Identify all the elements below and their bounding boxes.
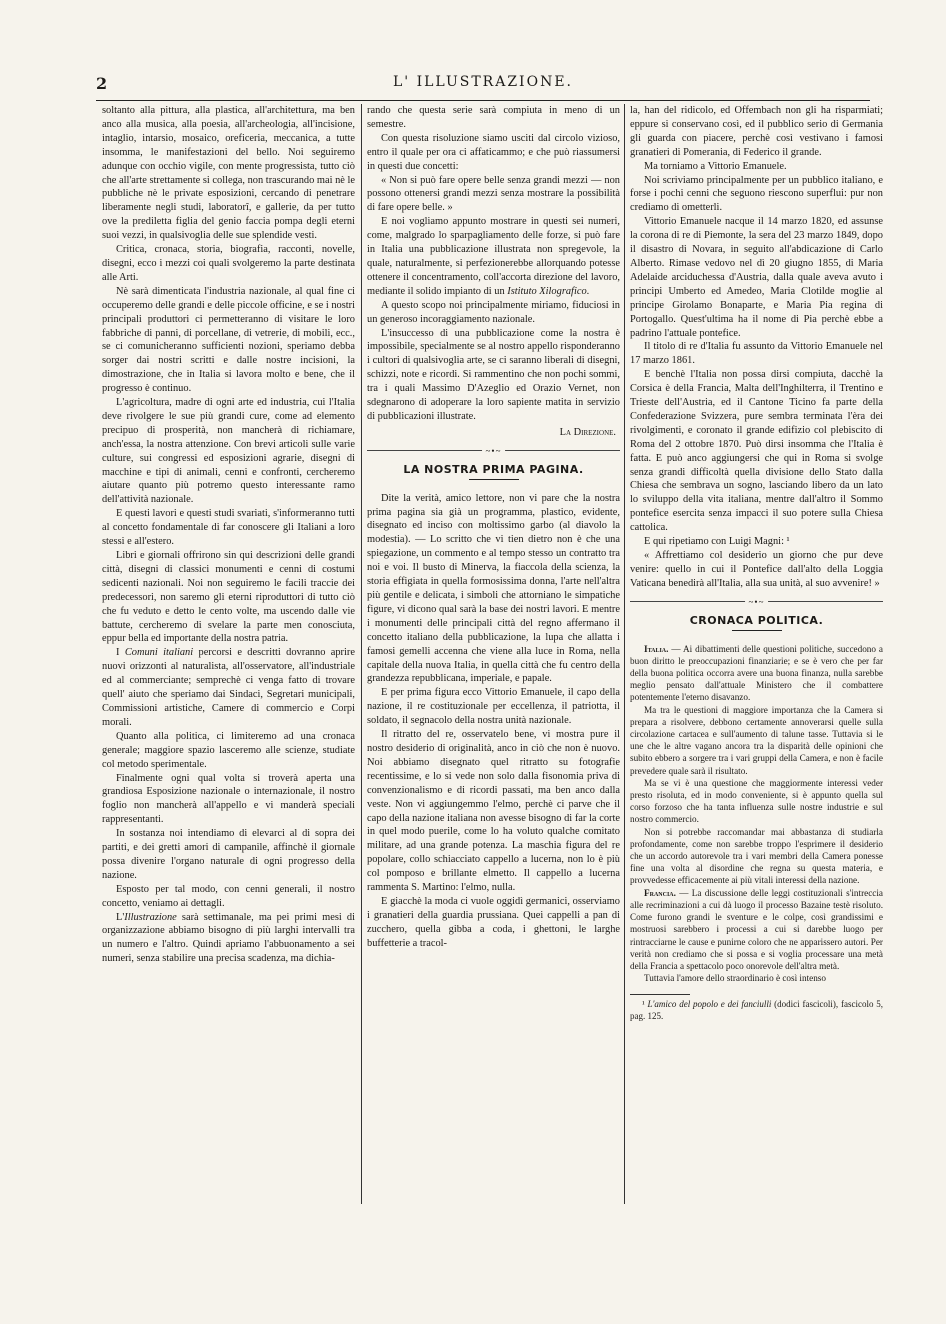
text-run: E noi vogliamo appunto mostrare in questi sei numeri, come, malgrado lo sparpagliamento delle forze, si può fare in Italia una pubblicazione illustrata non spregevole, la quale, naturalmente, si perfezionerebbe allorquando potesse ottenere il concentramento, coll'accorta direzione del lavoro, mediante il solido impianto di un [367, 216, 620, 297]
paragraph [102, 646, 355, 729]
paragraph: In sostanza noi intendiamo di elevarci al di sopra dei partiti, e dei gretti amori di campanile, affinchè il giornale possa divenire l'organo naturale di ogni progresso della nazione. [102, 828, 355, 881]
column-divider [361, 104, 362, 1204]
paragraph: E questi lavori e questi studi svariati, s'informeranno tutti al concetto fondamentale di far conoscere gli Italiani a loro stessi e all'estero. [102, 508, 355, 548]
header-rule [96, 100, 870, 101]
paragraph: Ma tra le questioni di maggiore importanza che la Camera si prepara a risolvere, debbono certamente annoverarsi quelle sulla circolazione cartacea e sull'aumento di talune tasse. Tuttavia si le une che le altre vagano ancora tra la disparità delle opinioni che subito ebbero a sorgere tra i vari gruppi della Camera, e non è facile prevedere quale sarà il risultato. [630, 704, 883, 776]
text-run: — Ai dibattimenti delle questioni politiche, succedono a buon diritto le preoccupazioni finanziarie; e se è vero che per far della buona politica occorra avere una buona finanza, nulla sarebbe meglio pensato dall'attuale Ministero che il combattere potentemente l'eterno disavanzo. [630, 643, 883, 703]
column-3 [630, 104, 883, 1022]
paragraph: Critica, cronaca, storia, biografia, racconti, novelle, disegni, ecco i mezzi coi quali svolgeremo la parte destinata alle Arti. [102, 244, 355, 283]
chronicle-body [630, 643, 883, 985]
column-divider [624, 104, 625, 1204]
paragraph: Quanto alla politica, ci limiteremo ad una cronaca generale; maggiore spazio lasceremo alle scienze, studiate col metodo sperimentale. [102, 730, 355, 770]
paragraph [630, 643, 883, 704]
paragraph: Noi scriviamo principalmente per un pubblico italiano, e forse i pochi cenni che seguono riescono superflui: pur non crediamo di ometterli. [630, 174, 883, 214]
paragraph: Vittorio Emanuele nacque il 14 marzo 1820, ed assunse la corona di re di Piemonte, la sera del 23 marzo 1849, dopo il disastro di Novara, in seguito all'abdicazione di Carlo Alberto. Rimase vedovo nel dì 20 giugno 1855, di Maria Adelaide arciduchessa d'Austria, dalla quale aveva avuto i principi Umberto ed Amedeo, Maria Clotilde moglie al principe Girolamo Bonaparte, e Maria Pia regina di Portogallo. Quest'ultima ha il nome di Pia perchè ebbe a padrino l'attuale pontefice. [630, 216, 883, 339]
paragraph: E giacchè la moda ci vuole oggidì germanici, osserviamo i granatieri della guardia prussiana. Quei cappelli a pan di zucchero, quella gibba a coda, i ghettoni, le larghe buffetterie a tracol- [367, 895, 620, 949]
paragraph: Libri e giornali offrirono sin qui descrizioni delle grandi città, disegni di classici monumenti e cenni di costumi sedicenti nazionali. Noi non seguiremo le facili traccie dei predecessori, non saremo gli eterni riproduttori di tutto ciò che fu veduto e detto le cento volte, ma uscendo dalle vie battute, cercheremo di svelare la parte men conosciuta, eppur bella ed importante della nostra patria. [102, 550, 355, 645]
signature: La Direzione. [559, 426, 616, 438]
paragraph [367, 215, 620, 298]
text-run: . [586, 285, 590, 297]
text-run: I [116, 647, 125, 659]
paragraph: soltanto alla pittura, alla plastica, all'architettura, ma ben anco alla musica, alla poesia, all'archeologia, all'incisione, intaglio, intarsio, mosaico, oreficeria, meccanica, a tutte insomma, le manifestazioni del bello. Noi seguiremo adunque con occhio vigile, con mente progressista, tutto ciò che all'arte strettamente si collega, non trascurando mai nè le pubbliche nè le private esposizioni, cercando di penetrare liberamente negli studi, laboratorî, e gallerie, da per tutto ove la prediletta figlia del genio faccia pompa degli eterni suoi vezzi, in qualsivoglia delle sue splendide vesti. [102, 105, 355, 242]
paragraph: E benchè l'Italia non possa dirsi compiuta, dacchè la Corsica è della Francia, Malta dell'Inghilterra, il Trentino e Trieste dell'Austria, ed il Cantone Ticino fa parte della Confederazione Svizzera, pure sembra terminata l'èra dei rivolgimenti, e coronato il grande edifizio col plebiscito di Roma del 2 ottobre 1870. Può dirsi insomma che l'Italia è fatta. E può anco aggiungersi che qui in Roma si svolge senza grandi difficoltà quella divisione dello Stato dalla Chiesa che sembrava un sogno, lasciando libero da un lato lo sviluppo della vita italiana, mentre dall'altro il Sommo pontefice esercita senza impacci il suo potere sulla Chiesa cattolica. [630, 369, 883, 534]
italic-text: Comuni italiani [124, 647, 194, 659]
paragraph: Ma torniamo a Vittorio Emanuele. [644, 160, 787, 172]
paragraph: Il ritratto del re, osservatelo bene, vi mostra pure il nostro desiderio di originalità, anco in ciò che non è nuovo. Noi abbiamo disegnato quel ritratto su fotografie recentissime, e lo si vede non solo dalla fisonomia priva di convenzionalismo e di ricordi passati, ma ben anco dalla veste. Non vi aggiungemmo l'elmo, perchè ci parve che il capo della nazione italiana non avesse bisogno di far la corte in quel modo puerile, come lo ha voluto qualche comitato militare, ad una grande potenza. La maschia figura del re popolare, collo schiacciato cappello a lucerna, non lo è più col pomposo e brillante elmetto. Il cappello a lucerna rammenta S. Martino: l'elmo, nulla. [367, 729, 620, 894]
page-header [96, 64, 870, 94]
paragraph [630, 887, 883, 972]
run-in-heading: Italia. [644, 643, 669, 654]
paragraph: Finalmente ogni qual volta si troverà aperta una grandiosa Esposizione nazionale o internazionale, il nostro foglio non mancherà all'appello e vi manderà speciali rappresentanti. [102, 772, 355, 826]
italic-text: Illustrazione [124, 911, 177, 923]
paragraph: Esposto per tal modo, con cenni generali, il nostro concetto, veniamo ai dettagli. [102, 883, 355, 909]
paragraph: Nè sarà dimenticata l'industria nazionale, al qual fine ci occuperemo delle grandi e delle piccole officine, e se i nostri principali produttori ci permetteranno di visitare le loro fabbriche di panni, di porcellane, di vetrerie, di mobili, ecc., se ci comunicheranno sufficienti nozioni, speriamo debba sorger dai nostri scritti e dalle nostre incisioni, la dimostrazione, che in Italia si lavora molto e bene, che il progresso è continuo. [102, 285, 355, 395]
section-divider [630, 596, 883, 607]
run-in-heading: Francia. [644, 887, 676, 898]
column-1 [102, 104, 355, 966]
paragraph: Con questa risoluzione siamo usciti dal circolo vizioso, entro il quale per ora ci affaticammo; e che può riassumersi in questi due concetti: [367, 132, 620, 172]
footnote-rule [630, 994, 690, 995]
paragraph: Tuttavia l'amore dello straordinario è così intenso [644, 973, 826, 984]
paragraph: A questo scopo noi principalmente miriamo, fiduciosi in un generoso incoraggiamento nazionale. [367, 299, 620, 325]
title-rule [732, 630, 782, 631]
ornament-icon: ~•~ [482, 447, 506, 455]
paragraph: rando che questa serie sarà compiuta in meno di un semestre. [367, 105, 620, 130]
ornament-icon: ~•~ [745, 598, 769, 606]
text-run: L' [116, 911, 125, 923]
title-rule [469, 479, 519, 480]
quotation: « Affrettiamo col desiderio un giorno che pur deve venire: quello in cui il Pontefice dall'alto della Loggia Vaticana benedirà all'Italia, alla sua unità, al suo avvenire! » [630, 550, 883, 589]
paragraph: la, han del ridicolo, ed Offembach non gli ha risparmiati; eppure si conservano così, ed il pubblico serio di Germania gli guarda con piacere, perchè così vestivano i famosi granatieri di Pomerania, di Federico il grande. [630, 105, 883, 158]
text-run: sarà settimanale, ma pei primi mesi di organizzazione abbiamo bisogno di più larghi intervalli tra un numero e l'altro. Quindi apriamo l'abbuonamento a sei numeri, senza stabilire una precisa scadenza, ma dichia- [102, 911, 355, 965]
paragraph: Ma se vi è una questione che maggiormente interessi veder presto risoluta, ed in modo conveniente, si è appunto quella sul corso forzoso che ha tanta influenza sulle nostre industrie e sul nostro commercio. [630, 777, 883, 825]
paragraph: Dite la verità, amico lettore, non vi pare che la nostra prima pagina sia già un programma, plastico, evidente, disegnato ed inciso con moltissimo garbo (al diavolo la modestia). — Lo scritto che vi tien dietro non è che una spiegazione, un commento e al tempo stesso un contratto tra noi e voi. Il busto di Minerva, la fiaccola della scienza, la storia effigiata in quella formosissima donna, l'arte nell'altra più gentile e delicata, i simboli che attorniano le simpatiche figure, vi dicono qual sarà la base dei nostri lavori. E mentre i monumenti delle principali città del regno affermano il concetto italiano della pubblicazione, la lupa che allatta i famosi gemelli accenna che viene alla luce in Roma, nella capitale della nuova Italia, in quella città che fu centro della grandezza repubblicana, imperiale, e papale. [367, 492, 620, 685]
column-2 [367, 104, 620, 951]
paragraph: Il titolo di re d'Italia fu assunto da Vittorio Emanuele nel 17 marzo 1861. [630, 341, 883, 367]
paragraph: E qui ripetiamo con Luigi Magni: ¹ [644, 536, 790, 548]
italic-text: L'amico del popolo e dei fanciulli [647, 999, 772, 1010]
paragraph: Non si potrebbe raccomandar mai abbastanza di studiarla profondamente, come non sarebbe troppo l'esprimere il desiderio che un accordo autorevole tra i vari membri della Camera ponesse fine una volta al disordine che regna su questa materia, e provvedesse efficacemente ai più vitali interessi della nazione. [630, 826, 883, 886]
page-number: 2 [96, 74, 108, 93]
paragraph: L'insuccesso di una pubblicazione come la nostra è impossibile, specialmente se al nostro appello risponderanno i cultori di qualsivoglia arte, se ci saranno liberali di disegni, schizzi, note e ricordi. Si rammentino che non pochi sommi, tra i quali Massimo D'Azeglio ed Orazio Vernet, non sdegnarono di adoperare la loro sapiente matita in servizio di pubblicazioni illustrate. [367, 327, 620, 422]
text-run: (dodici fascicoli), fascicolo 5, pag. 125. [630, 999, 883, 1021]
section-title: LA NOSTRA PRIMA PAGINA. [403, 462, 584, 476]
text-run: — La discussione delle leggi costituzionali s'intreccia alle recriminazioni a cui dà luogo il processo Bazaine testè risoluto. Come furono grandi le sventure e le colpe, così grandissimi e mostruosi sarebbero i processi a cui si darebbe luogo per rintracciarne le cause e punirne coloro che ne apparissero autori. Per verità non crediamo che si possa e si voglia processare una metà della Francia a spettacolo poco onorevole dell'altra metà. [630, 887, 883, 971]
section-divider [367, 445, 620, 456]
paragraph [102, 911, 355, 967]
section-title: CRONACA POLITICA. [689, 613, 824, 627]
footnote [630, 999, 883, 1022]
paragraph: E per prima figura ecco Vittorio Emanuele, il capo della nazione, il re costituzionale per eccellenza, il patriotta, il soldato, il segnacolo della nostra unità nazionale. [367, 687, 620, 727]
text-run: percorsi e descritti dovranno aprire nuovi orizzonti al naturalista, all'osservatore, all'industriale ed al commerciante; semprechè ci venga fatto di trovare quell' aiuto che speriamo dai Sindaci, Segretari municipali, Commissioni artistiche, Camere di commercio e Corpi morali. [102, 647, 355, 728]
running-title: L' ILLUSTRAZIONE. [393, 74, 573, 90]
italic-text: Istituto Xilografico [507, 285, 587, 297]
footnote-mark: ¹ [642, 999, 648, 1010]
quotation: « Non si può fare opere belle senza grandi mezzi — non possono ottenersi grandi mezzi senza mostrare la possibilità di fare opere belle. » [367, 174, 620, 214]
paragraph: L'agricoltura, madre di ogni arte ed industria, cui l'Italia deve rivolgere le sue più grandi cure, come ad elemento precipuo di prosperità, non mancherà di richiamare, anch'essa, la nostra attenzione. Con brevi articoli sulle varie culture, sui congressi ed esposizioni agrarie, disegni di macchine e tipi di animali, cenni e confronti, cercheremo aiutare quanto più potremo questo interessante ramo dell'attività nazionale. [102, 397, 355, 506]
